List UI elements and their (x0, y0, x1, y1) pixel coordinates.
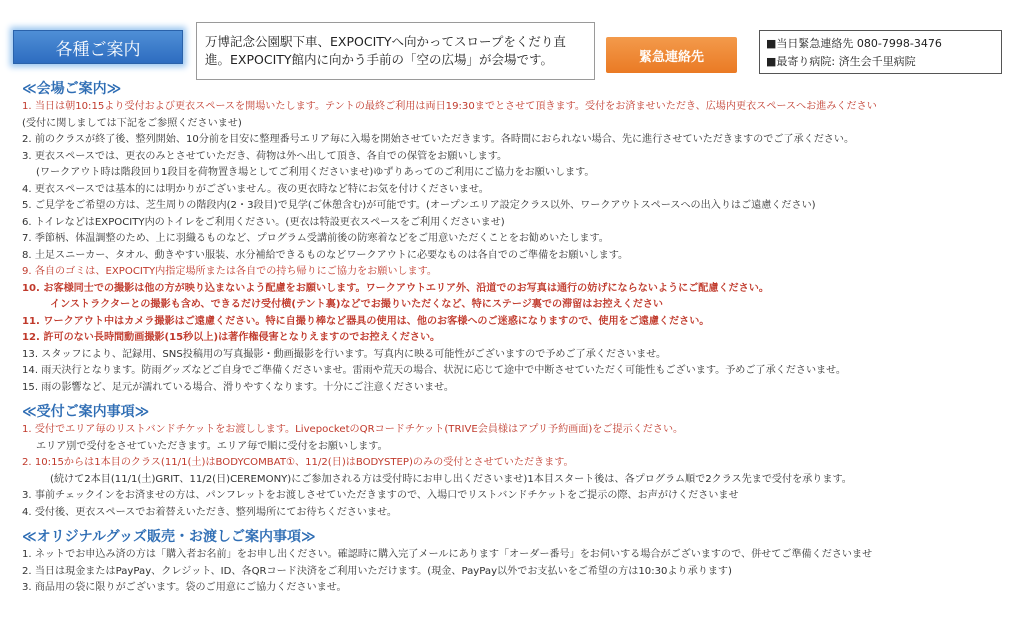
reception-item: 2. 10:15からは1本目のクラス(11/1(土)はBODYCOMBAT①、11/2(日)はBODYSTEP)のみの受付とさせていただきます。 (22, 457, 574, 468)
reception-list (22, 422, 1017, 521)
venue-section-title: ≪会場ご案内≫ (22, 81, 122, 97)
reception-item: エリア別で受付をさせていただきます。エリア毎で順に受付をお願いします。 (36, 440, 388, 452)
venue-item: 11. ワークアウト中はカメラ撮影はご遠慮ください。特に自撮り棒など器具の使用は、他のお客様へのご迷惑になりますので、使用をご遠慮ください。 (22, 315, 710, 327)
venue-item: 1. 当日は朝10:15より受付および更衣スペースを開場いたします。テントの最終ご利用は両日19:30までとさせて頂きます。受付をお済ませいただき、広場内更衣スペースへお進みください (22, 101, 877, 112)
main-content (22, 80, 1017, 597)
goods-item: 2. 当日は現金またはPayPay、クレジット、ID、各QRコード決済をご利用いただけます。(現金、PayPay以外でお支払いをご希望の方は10:30より承ります) (22, 565, 732, 577)
access-text-line-1: 万博記念公園駅下車、EXPOCITYへ向かってスロープをくだり直 (205, 34, 566, 49)
access-info-box (196, 22, 595, 80)
reception-item: (続けて2本目(11/1(土)GRIT、11/2(日)CEREMONY)にご参加される方は受付時にお申し出くださいませ)1本目スタート後は、各プログラム順で2クラス先まで受付を承ります。 (50, 473, 852, 485)
venue-list (22, 99, 1017, 396)
info-button[interactable]: 各種ご案内 (13, 30, 183, 64)
venue-item: インストラクターとの撮影も含め、できるだけ受付横(テント裏)などでお撮りいただくなど、特にステージ裏での滞留はお控えください (50, 299, 664, 310)
goods-section-title: ≪オリジナルグッズ販売・お渡しご案内事項≫ (22, 529, 316, 545)
emergency-phone: ■当日緊急連絡先 080-7998-3476 (766, 37, 942, 50)
goods-list (22, 547, 1017, 597)
venue-item: 7. 季節柄、体温調整のため、上に羽織るものなど、プログラム受講前後の防寒着などをご用意いただくことをお勧めいたします。 (22, 233, 609, 244)
venue-item: 6. トイレなどはEXPOCITY内のトイレをご利用ください。(更衣は特設更衣スペースをご利用くださいませ) (22, 216, 505, 228)
venue-item: 14. 雨天決行となります。防雨グッズなどご自身でご準備くださいませ。雷雨や荒天の場合、状況に応じて途中で中断させていただく可能性もございます。予めご了承くださいませ。 (22, 365, 847, 376)
venue-item: 9. 各自のゴミは、EXPOCITY内指定場所または各自での持ち帰りにご協力をお願いします。 (22, 266, 437, 277)
access-text-line-2: 進。EXPOCITY館内に向かう手前の「空の広場」が会場です。 (205, 52, 554, 67)
venue-item: 15. 雨の影響など、足元が濡れている場合、滑りやすくなります。十分にご注意くださいませ。 (22, 381, 454, 393)
goods-item: 1. ネットでお申込み済の方は「購入者お名前」をお申し出ください。確認時に購入完了メールにあります「オーダー番号」をお伺いする場合がございますので、併せてご準備くださいませ (22, 549, 873, 560)
reception-section-title: ≪受付ご案内事項≫ (22, 404, 150, 420)
venue-item: 2. 前のクラスが終了後、整列開始、10分前を目安に整理番号エリア毎に入場を開始させていただきます。各時間におられない場合、先に進行させていただきますのでご了承ください。 (22, 134, 855, 145)
contact-info-box (759, 30, 1002, 74)
nearest-hospital: ■最寄り病院: 済生会千里病院 (766, 55, 916, 68)
venue-item: 8. 土足スニーカー、タオル、動きやすい服装、水分補給できるものなどワークアウトに必要なものは各自でのご準備をお願いします。 (22, 249, 629, 261)
emergency-contact-button[interactable]: 緊急連絡先 (606, 37, 737, 73)
venue-item: 12. 許可のない長時間動画撮影(15秒以上)は著作権侵害となりえますのでお控えください。 (22, 332, 441, 343)
venue-item: (ワークアウト時は階段回り1段目を荷物置き場としてご利用くださいませ)ゆずりあってのご利用にご協力をお願いします。 (36, 167, 595, 178)
reception-item: 3. 事前チェックインをお済ませの方は、パンフレットをお渡しさせていただきますので、入場口でリストバンドチケットをご提示の際、お声がけくださいませ (22, 490, 739, 501)
venue-item: 3. 更衣スペースでは、更衣のみとさせていただき、荷物は外へ出して頂き、各自での保管をお願いします。 (22, 150, 508, 162)
venue-item: (受付に関しましては下記をご参照くださいませ) (22, 117, 242, 129)
reception-item: 4. 受付後、更衣スペースでお着替えいただき、整列場所にてお待ちくださいませ。 (22, 506, 397, 518)
venue-item: 13. スタッフにより、記録用、SNS投稿用の写真撮影・動画撮影を行います。写真内に映る可能性がございますので予めご了承くださいませ。 (22, 348, 667, 360)
venue-item: 10. お客様同士での撮影は他の方が映り込まないよう配慮をお願いします。ワークアウトエリア外、沿道でのお写真は通行の妨げにならないようにご配慮ください。 (22, 282, 769, 294)
reception-item: 1. 受付でエリア毎のリストバンドチケットをお渡しします。LivepocketのQRコードチケット(TRIVE会員様はアプリ予約画面)をご提示ください。 (22, 424, 684, 435)
venue-item: 4. 更衣スペースでは基本的には明かりがございません。夜の更衣時など特にお気を付けくださいませ。 (22, 183, 489, 195)
venue-item: 5. ご見学をご希望の方は、芝生周りの階段内(2・3段目)で見学(ご休憩含む)が可能です。(オープンエリア設定クラス以外、ワークアウトスペースへの出入りはご遠慮ください) (22, 200, 816, 211)
goods-item: 3. 商品用の袋に限りがございます。袋のご用意にご協力くださいませ。 (22, 582, 347, 593)
